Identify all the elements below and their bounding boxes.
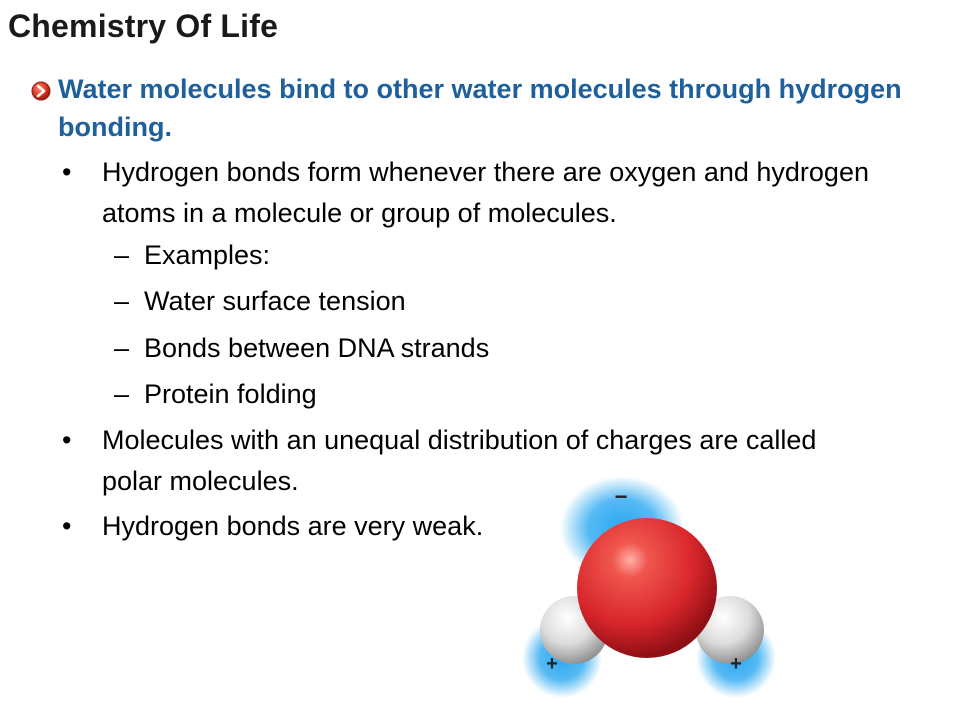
- positive-charge-label-right: +: [730, 653, 742, 675]
- sub-bullet-text: Bonds between DNA strands: [144, 333, 490, 363]
- positive-charge-label-left: +: [546, 653, 558, 675]
- slide-title: Chemistry Of Life: [8, 8, 279, 44]
- bullet-dot: •: [62, 157, 72, 187]
- lead-statement: Water molecules bind to other water molecules through hydrogen bonding.: [58, 74, 902, 142]
- lead-bullet-icon: [28, 78, 56, 106]
- sub-bullet-dash: –: [114, 286, 130, 316]
- sub-bullet-text: Water surface tension: [144, 286, 406, 316]
- sub-bullet-text: Examples:: [144, 240, 271, 270]
- bullet-dot: •: [62, 425, 72, 455]
- sub-bullet-dash: –: [114, 379, 130, 409]
- bullet-dot: •: [62, 511, 72, 541]
- negative-charge-label: −: [614, 484, 628, 509]
- sub-bullet-dash: –: [114, 240, 130, 270]
- sub-bullet-dash: –: [114, 333, 130, 363]
- oxygen-atom: [577, 518, 717, 658]
- bullet-text: Hydrogen bonds form whenever there are oxygen and hydrogen atoms in a molecule or group of molecules.: [102, 157, 869, 228]
- sub-bullet-text: Protein folding: [144, 379, 317, 409]
- bullet-text: Hydrogen bonds are very weak.: [102, 511, 484, 541]
- bullet-text: Molecules with an unequal distribution of charges are called polar molecules.: [102, 425, 817, 496]
- water-molecule-illustration: [520, 478, 790, 708]
